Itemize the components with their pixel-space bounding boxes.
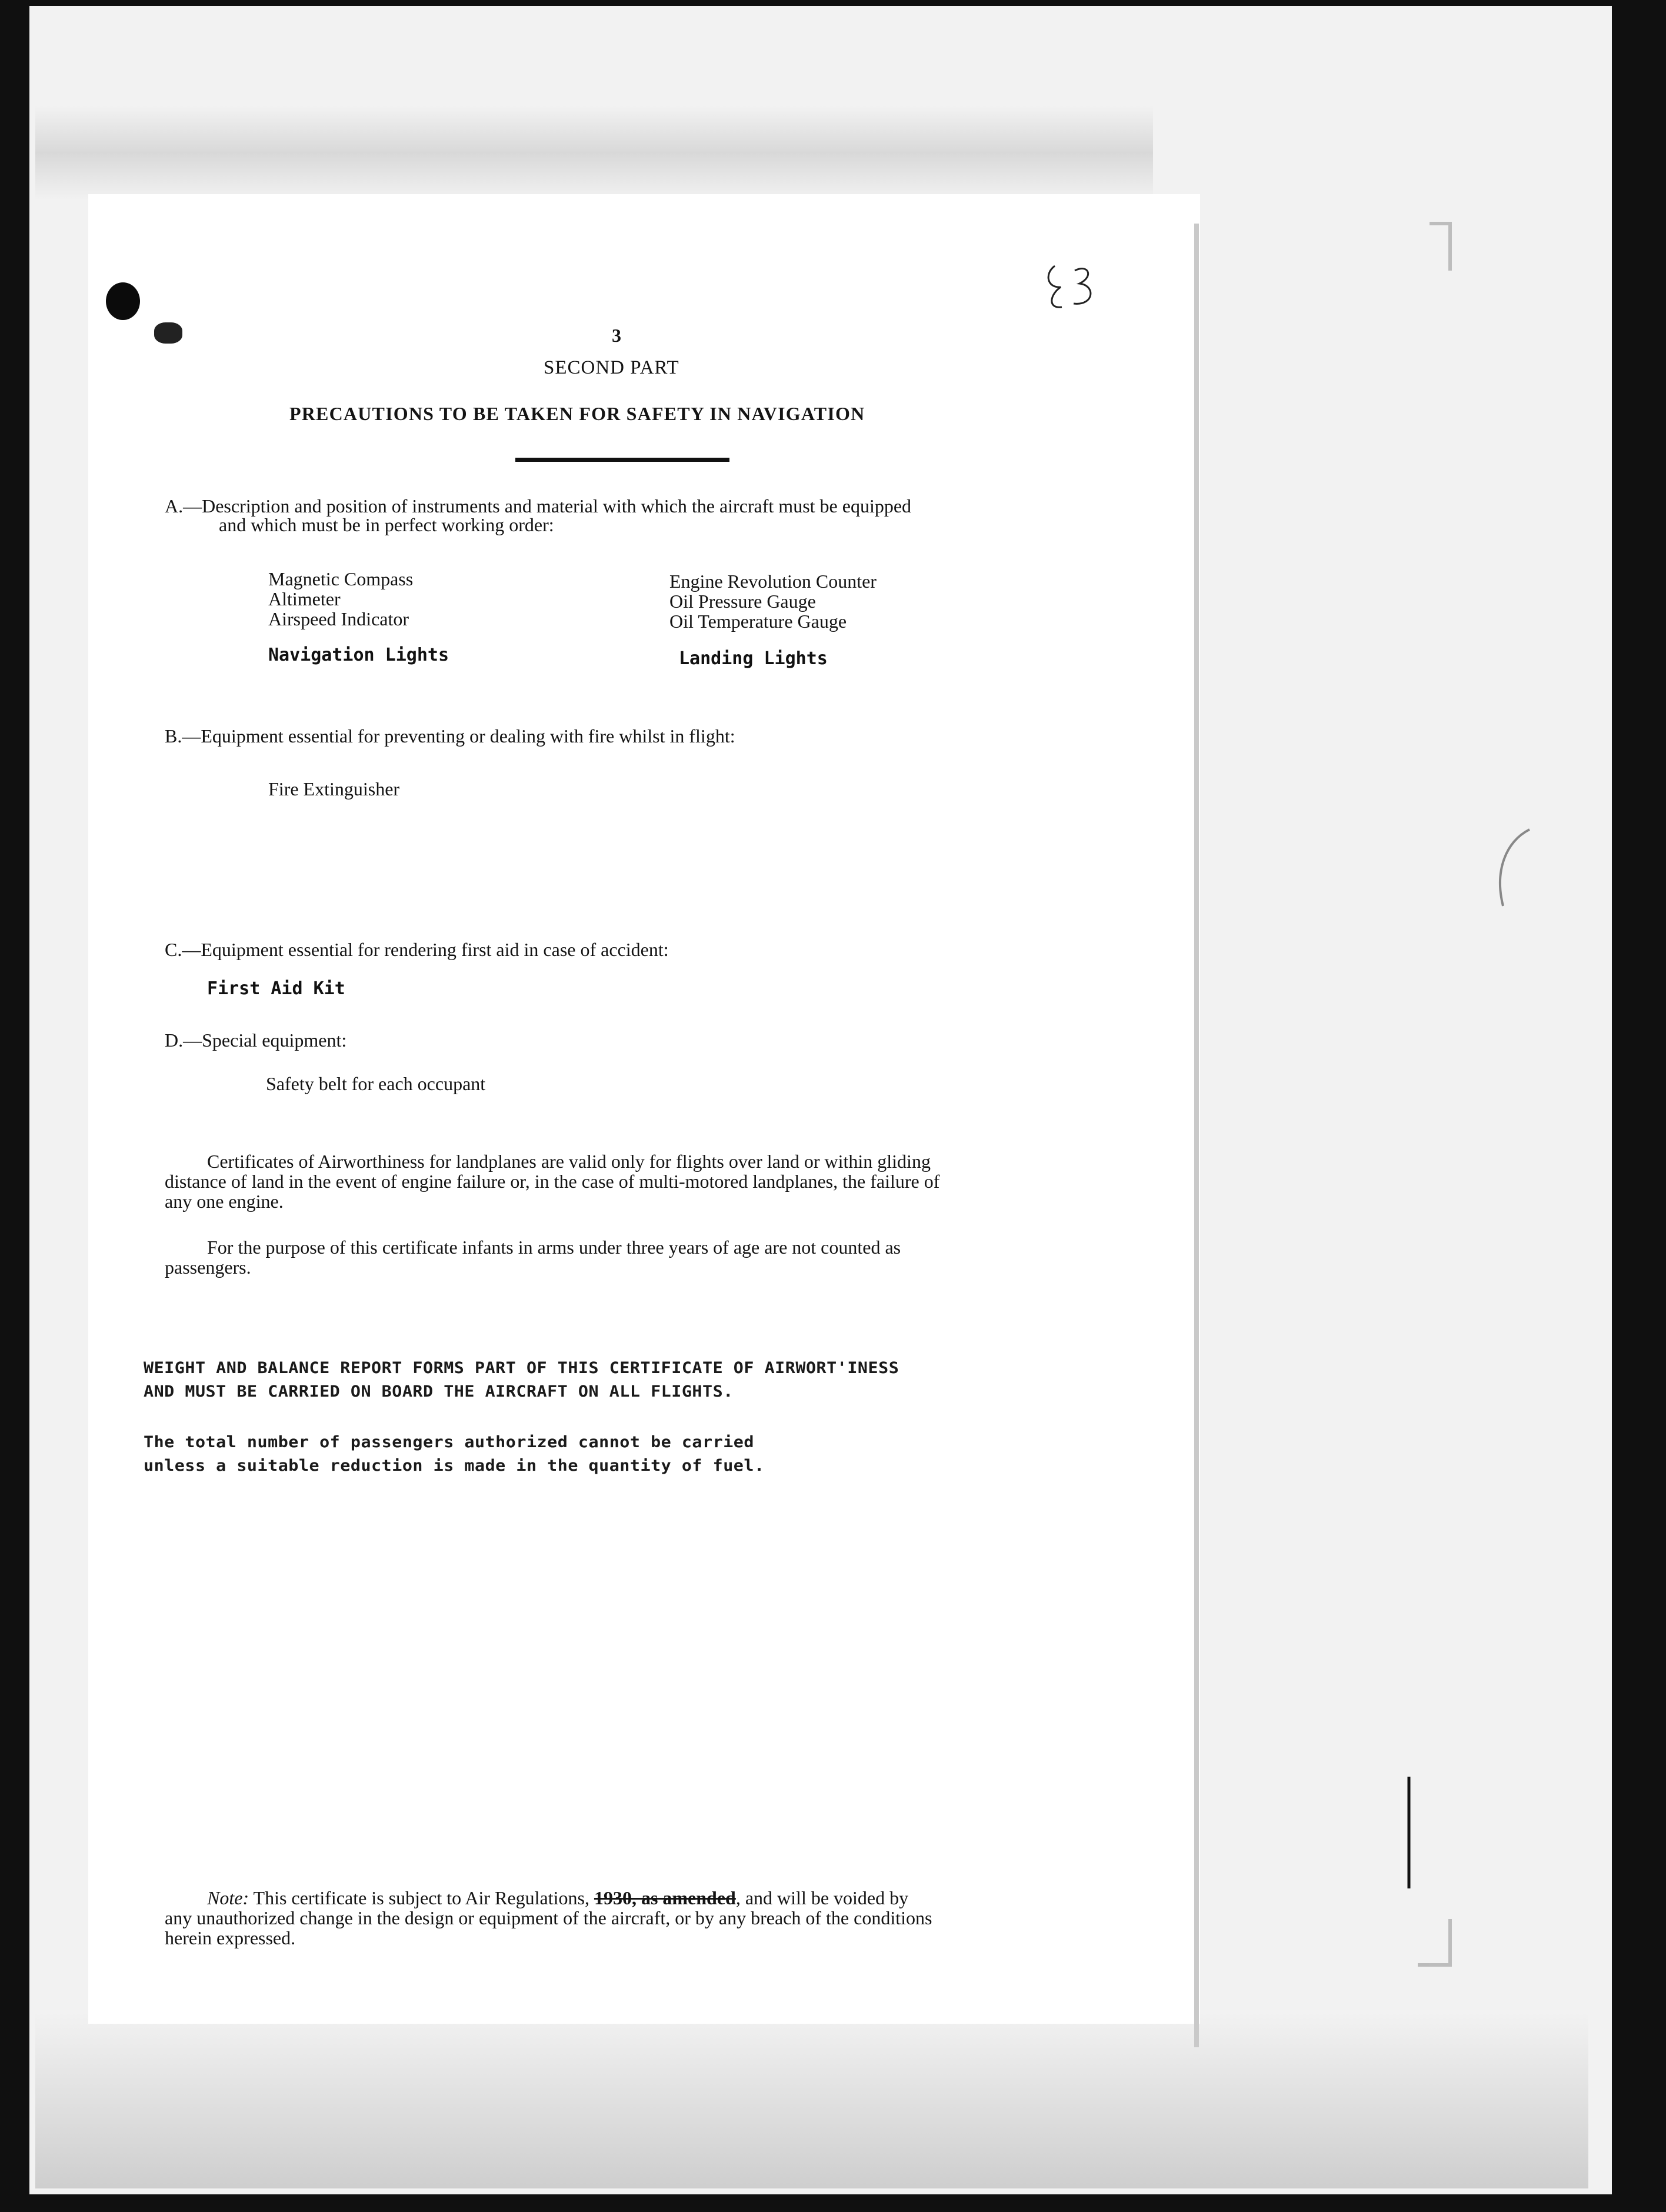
instrument-left-1: Magnetic Compass [268, 568, 414, 589]
stamped-notice-line3: The total number of passengers authorized cannot be carried [144, 1433, 755, 1451]
instrument-left-2: Altimeter [268, 588, 341, 609]
validity-paragraph-line1: Certificates of Airworthiness for landplanes are valid only for flights over land or within gliding [207, 1151, 931, 1172]
note-line1-before: This certificate is subject to Air Regulations, [249, 1887, 594, 1908]
stamped-landing-lights: Landing Lights [679, 648, 828, 669]
instrument-right-1: Engine Revolution Counter [669, 571, 877, 592]
instrument-right-3: Oil Temperature Gauge [669, 611, 847, 632]
section-b-text: B.—Equipment essential for preventing or dealing with fire whilst in flight: [165, 725, 735, 747]
part-heading: SECOND PART [544, 357, 679, 378]
title-underline [515, 458, 729, 462]
section-d-text: D.—Special equipment: [165, 1030, 347, 1051]
note-label: Note: [207, 1887, 249, 1908]
infants-paragraph-line2: passengers. [165, 1257, 251, 1278]
section-a-text-line2: and which must be in perfect working order: [219, 514, 554, 535]
handwritten-folio-number [1044, 259, 1097, 312]
note-line1-after: , and will be voided by [735, 1887, 909, 1908]
instrument-left-3: Airspeed Indicator [268, 608, 409, 629]
note-line3: herein expressed. [165, 1927, 296, 1948]
section-b-item: Fire Extinguisher [268, 778, 400, 799]
note-struck-text: 1930, as amended [594, 1887, 736, 1908]
section-a-text-line1: A.—Description and position of instruments and material with which the aircraft must be equipped [165, 495, 912, 517]
validity-paragraph-line2: distance of land in the event of engine failure or, in the case of multi-motored landplanes, the failure of [165, 1171, 940, 1192]
page-number: 3 [612, 325, 621, 346]
stamped-notice-line4: unless a suitable reduction is made in the quantity of fuel. [144, 1457, 765, 1475]
stamped-first-aid-kit: First Aid Kit [207, 978, 345, 999]
stamped-notice-line2: AND MUST BE CARRIED ON BOARD THE AIRCRAFT ON ALL FLIGHTS. [144, 1382, 734, 1401]
validity-paragraph-line3: any one engine. [165, 1191, 284, 1212]
stamped-navigation-lights: Navigation Lights [268, 645, 449, 665]
section-d-item: Safety belt for each occupant [266, 1073, 486, 1094]
note-line2: any unauthorized change in the design or equipment of the aircraft, or by any breach of the conditions [165, 1907, 932, 1928]
note-line1 [207, 1887, 908, 1909]
section-c-text: C.—Equipment essential for rendering first aid in case of accident: [165, 939, 669, 960]
document-title: PRECAUTIONS TO BE TAKEN FOR SAFETY IN NAVIGATION [289, 403, 865, 424]
instrument-right-2: Oil Pressure Gauge [669, 591, 816, 612]
stamped-notice-line1: WEIGHT AND BALANCE REPORT FORMS PART OF THIS CERTIFICATE OF AIRWORT'INESS [144, 1359, 899, 1377]
infants-paragraph-line1: For the purpose of this certificate infants in arms under three years of age are not counted as [207, 1237, 901, 1258]
